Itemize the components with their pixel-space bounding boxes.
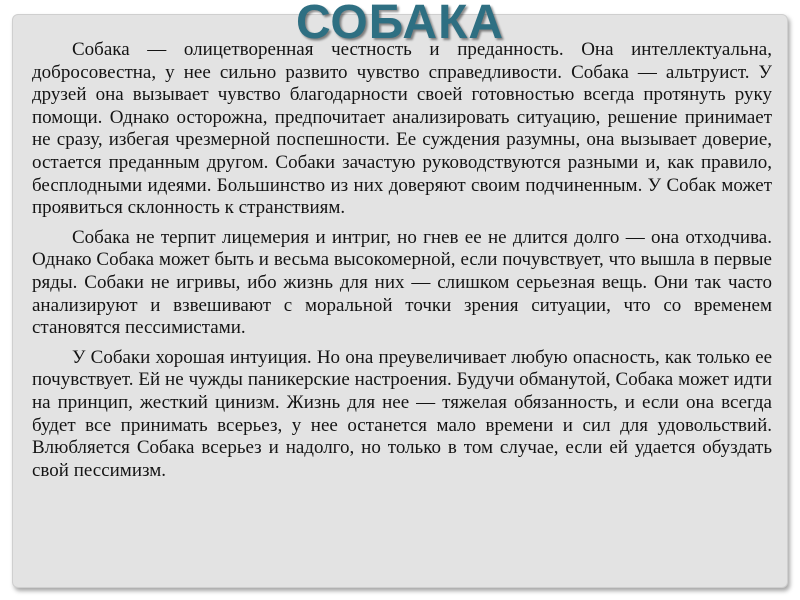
- body-text: [32, 39, 772, 489]
- paragraph-3: У Собаки хорошая интуиция. Но она преувеличивает любую опасность, как только ее почувствует. Ей не чужды паникерские настроения. Будучи обманутой, Собака может идти на принцип, жесткий цинизм. Жизнь для нее — тяжелая обязанность, и если она всегда будет все принимать всерьез, у нее останется мало времени и сил для удовольствий. Влюбляется Собака всерьез и надолго, но только в том случае, если ей удается обуздать свой пессимизм.: [32, 346, 772, 481]
- text-panel: [12, 0, 788, 588]
- paragraph-1: Собака — олицетворенная честность и преданность. Она интеллектуальна, добросовестна, у нее сильно развито чувство справедливости. Собака — альтруист. У друзей она вызывает чувство благодарности своей готовностью всегда протянуть руку помощи. Однако осторожна, предпочитает анализировать ситуацию, решение принимает не сразу, избегая чрезмерной поспешности. Ее суждения разумны, она вызывает доверие, остается преданным другом. Собаки зачастую руководствуются разными и, как правило, бесплодными идеями. Большинство из них доверяют своим подчиненным. У Собак может проявиться склонность к странствиям.: [32, 39, 772, 219]
- slide-title: СОБАКА: [295, 0, 505, 49]
- paragraph-2: Собака не терпит лицемерия и интриг, но гнев ее не длится долго — она отходчива. Однако Собака может быть и весьма высокомерной, если почувствует, что вышла в первые ряды. Собаки не игривы, ибо жизнь для них — слишком серьезная вещь. Они так часто анализируют и взвешивают с моральной точки зрения ситуации, что со временем становятся пессимистами.: [32, 226, 772, 339]
